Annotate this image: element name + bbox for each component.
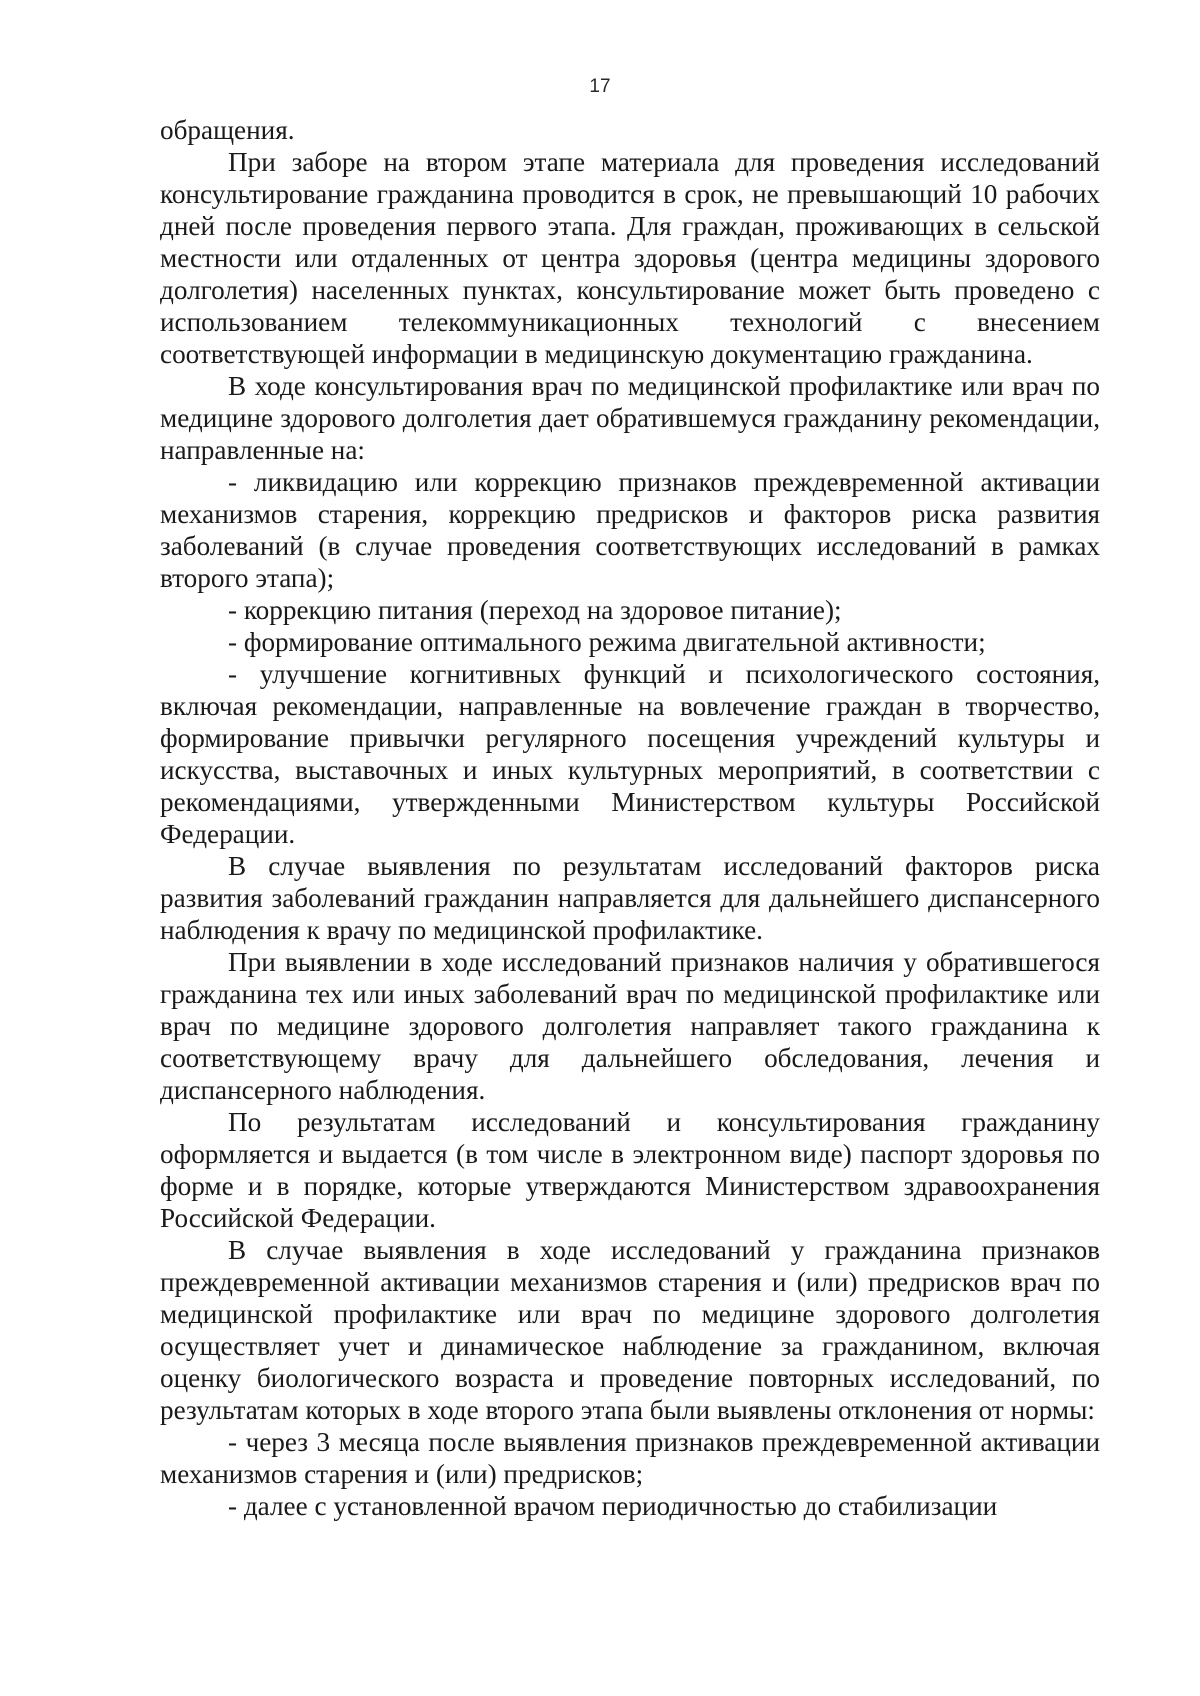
list-item-nutrition: - коррекцию питания (переход на здоровое питание); — [228, 595, 842, 625]
list-item-cognitive-functions: - улучшение когнитивных функций и психологического состояния, включая рекомендации, направленные на вовлечение граждан в творчество, формирование привычки регулярного посещения учреждений культуры и искусства, выставочных и иных культурных мероприятий, в соответствии с рекомендациями, утвержденными Министерством культуры Российской Федерации. — [160, 659, 1100, 849]
document-body — [160, 114, 1100, 1522]
paragraph-health-passport: По результатам исследований и консультирования гражданину оформляется и выдается (в том числе в электронном виде) паспорт здоровья по форме и в порядке, которые утверждаются Министерством здравоохранения Российской Федерации. — [160, 1107, 1100, 1233]
list-item-physical-activity: - формирование оптимального режима двигательной активности; — [228, 627, 986, 657]
list-item-aging-correction: - ликвидацию или коррекцию признаков преждевременной активации механизмов старения, коррекцию предрисков и факторов риска развития заболеваний (в случае проведения соответствующих исследований в рамках второго этапа); — [160, 467, 1100, 593]
list-item-periodicity: - далее с установленной врачом периодичностью до стабилизации — [228, 1491, 998, 1521]
paragraph-consultation-recommendations: В ходе консультирования врач по медицинской профилактике или врач по медицине здорового долголетия дает обратившемуся гражданину рекомендации, направленные на: — [160, 371, 1100, 465]
paragraph-dynamic-observation: В случае выявления в ходе исследований у гражданина признаков преждевременной активации механизмов старения и (или) предрисков врач по медицинской профилактике или врач по медицине здорового долголетия осуществляет учет и динамическое наблюдение за гражданином, включая оценку биологического возраста и проведение повторных исследований, по результатам которых в ходе второго этапа были выявлены отклонения от нормы: — [160, 1235, 1100, 1425]
paragraph-disease-referral: При выявлении в ходе исследований признаков наличия у обратившегося гражданина тех или иных заболеваний врач по медицинской профилактике или врач по медицине здорового долголетия направляет такого гражданина к соответствующему врачу для дальнейшего обследования, лечения и диспансерного наблюдения. — [160, 947, 1100, 1105]
list-item-three-months: - через 3 месяца после выявления признаков преждевременной активации механизмов старения и (или) предрисков; — [160, 1427, 1100, 1489]
paragraph-risk-factors: В случае выявления по результатам исследований факторов риска развития заболеваний гражданин направляется для дальнейшего диспансерного наблюдения к врачу по медицинской профилактике. — [160, 851, 1100, 945]
page-number: 17 — [589, 76, 611, 97]
paragraph-consultation-timing: При заборе на втором этапе материала для проведения исследований консультирование гражданина проводится в срок, не превышающий 10 рабочих дней после проведения первого этапа. Для граждан, проживающих в сельской местности или отдаленных от центра здоровья (центра медицины здорового долголетия) населенных пунктах, консультирование может быть проведено с использованием телекоммуникационных технологий с внесением соответствующей информации в медицинскую документацию гражданина. — [160, 147, 1100, 369]
paragraph-continuation: обращения. — [160, 115, 295, 145]
